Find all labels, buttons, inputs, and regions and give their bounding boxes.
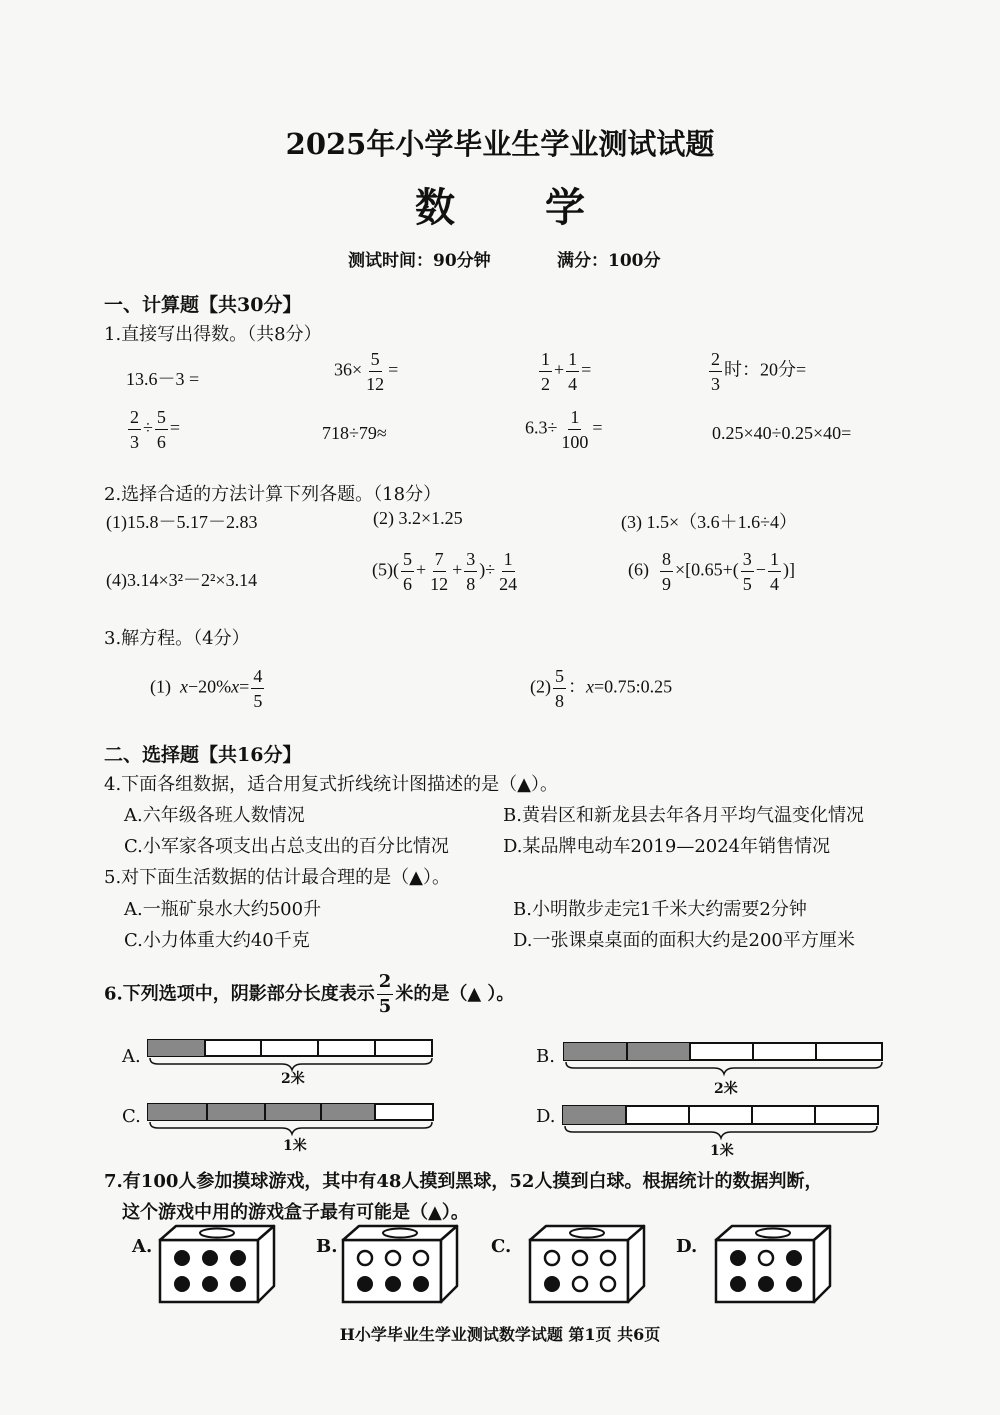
q3-e2: (2) $\frac{5}{8}$ ：x=0.75:0.25 (530, 666, 673, 711)
q7-box-a (160, 1226, 274, 1302)
q1-h: 0.25×40÷0.25×40= (712, 423, 852, 443)
q6-bar-c-length: 1米 (283, 1138, 307, 1154)
q1-g: 6.3÷ $\frac{1}{100}$ = (525, 407, 603, 452)
q3-e1: (1) x−20%x= $\frac{4}{5}$ (150, 666, 263, 711)
q7-option-b-label: B. (316, 1236, 338, 1257)
q2-p1: (1)15.8－5.17－2.83 (106, 512, 258, 532)
q5-option-d: D.一张课桌桌面的面积大约是200平方厘米 (513, 930, 855, 951)
q4-stem: 4.下面各组数据，适合用复式折线统计图描述的是（▲）。 (104, 774, 559, 795)
q7-box-b (343, 1226, 457, 1302)
section-2-heading: 二、选择题【共16分】 (104, 744, 302, 766)
q3-label: 3.解方程。（4分） (104, 628, 250, 649)
q1-label: 1.直接写出得数。（共8分） (104, 324, 322, 345)
q1-a: 13.6－3 = (126, 369, 200, 389)
q2-p3: (3) 1.5×（3.6＋1.6÷4） (621, 512, 798, 532)
section-1-heading: 一、计算题【共30分】 (104, 294, 302, 316)
q5-option-a: A.一瓶矿泉水大约500升 (124, 899, 322, 920)
q2-p5: (5)( $\frac{5}{6}$ + $\frac{7}{12}$ + $\frac{3}{8}$ )÷ $\frac{1}{24}$ (372, 549, 518, 594)
q4-option-a: A.六年级各班人数情况 (124, 805, 305, 826)
subject-title: 数学 (415, 184, 675, 231)
q1-c: $\frac{1}{2}$ + $\frac{1}{4}$ = (541, 349, 592, 394)
q5-option-b: B.小明散步走完1千米大约需要2分钟 (513, 899, 807, 920)
q6-option-c-label: C. (122, 1106, 141, 1127)
q7-stem-line2: 这个游戏中用的游戏盒子最有可能是（▲）。 (122, 1202, 469, 1223)
q4-option-d: D.某品牌电动车2019—2024年销售情况 (503, 836, 831, 857)
exam-title: 2025年小学毕业生学业测试试题 (285, 127, 715, 161)
q4-option-b: B.黄岩区和新龙县去年各月平均气温变化情况 (503, 805, 864, 826)
q6-bar-b-length: 2米 (714, 1081, 738, 1097)
q2-p4: (4)3.14×3²－2²×3.14 (106, 570, 258, 590)
q4-option-c: C.小军家各项支出占总支出的百分比情况 (124, 836, 449, 857)
q2-label: 2.选择合适的方法计算下列各题。（18分） (104, 484, 442, 505)
q6-option-b-label: B. (536, 1046, 555, 1067)
q6-bar-d-length: 1米 (710, 1143, 734, 1159)
test-time: 测试时间：90分钟 (348, 251, 491, 271)
q6-option-d-label: D. (536, 1106, 556, 1127)
q2-p6: (6) $\frac{8}{9}$ ×[0.65+( $\frac{3}{5}$ − $\frac{1}{4}$ )] (628, 549, 795, 594)
q2-p2: (2) 3.2×1.25 (373, 508, 463, 528)
q1-f: 718÷79≈ (322, 423, 387, 443)
q7-option-a-label: A. (132, 1236, 153, 1257)
q5-stem: 5.对下面生活数据的估计最合理的是（▲）。 (104, 867, 451, 888)
q6-option-a-label: A. (122, 1046, 141, 1067)
q1-e: $\frac{2}{3}$ ÷ $\frac{5}{6}$ = (130, 407, 181, 452)
q7-option-c-label: C. (491, 1236, 512, 1257)
q5-option-c: C.小力体重大约40千克 (124, 930, 310, 951)
full-score: 满分：100分 (557, 251, 661, 271)
q1-b: 36× $\frac{5}{12}$ = (334, 349, 399, 394)
q7-stem-line1: 7.有100人参加摸球游戏，其中有48人摸到黑球，52人摸到白球。根据统计的数据判断， (104, 1171, 823, 1192)
q7-box-c (530, 1226, 644, 1302)
q7-option-d-label: D. (676, 1236, 698, 1257)
q1-d: $\frac{2}{3}$ 时：20分= (711, 349, 807, 394)
q7-box-d (716, 1226, 830, 1302)
q6-bar-a-length: 2米 (281, 1071, 305, 1087)
page-footer: H小学毕业生学业测试数学试题 第1页 共6页 (339, 1325, 661, 1344)
q6-stem: 6.下列选项中，阴影部分长度表示 $\frac{2}{5}$ 米的是（▲ ）。 (104, 971, 515, 1017)
